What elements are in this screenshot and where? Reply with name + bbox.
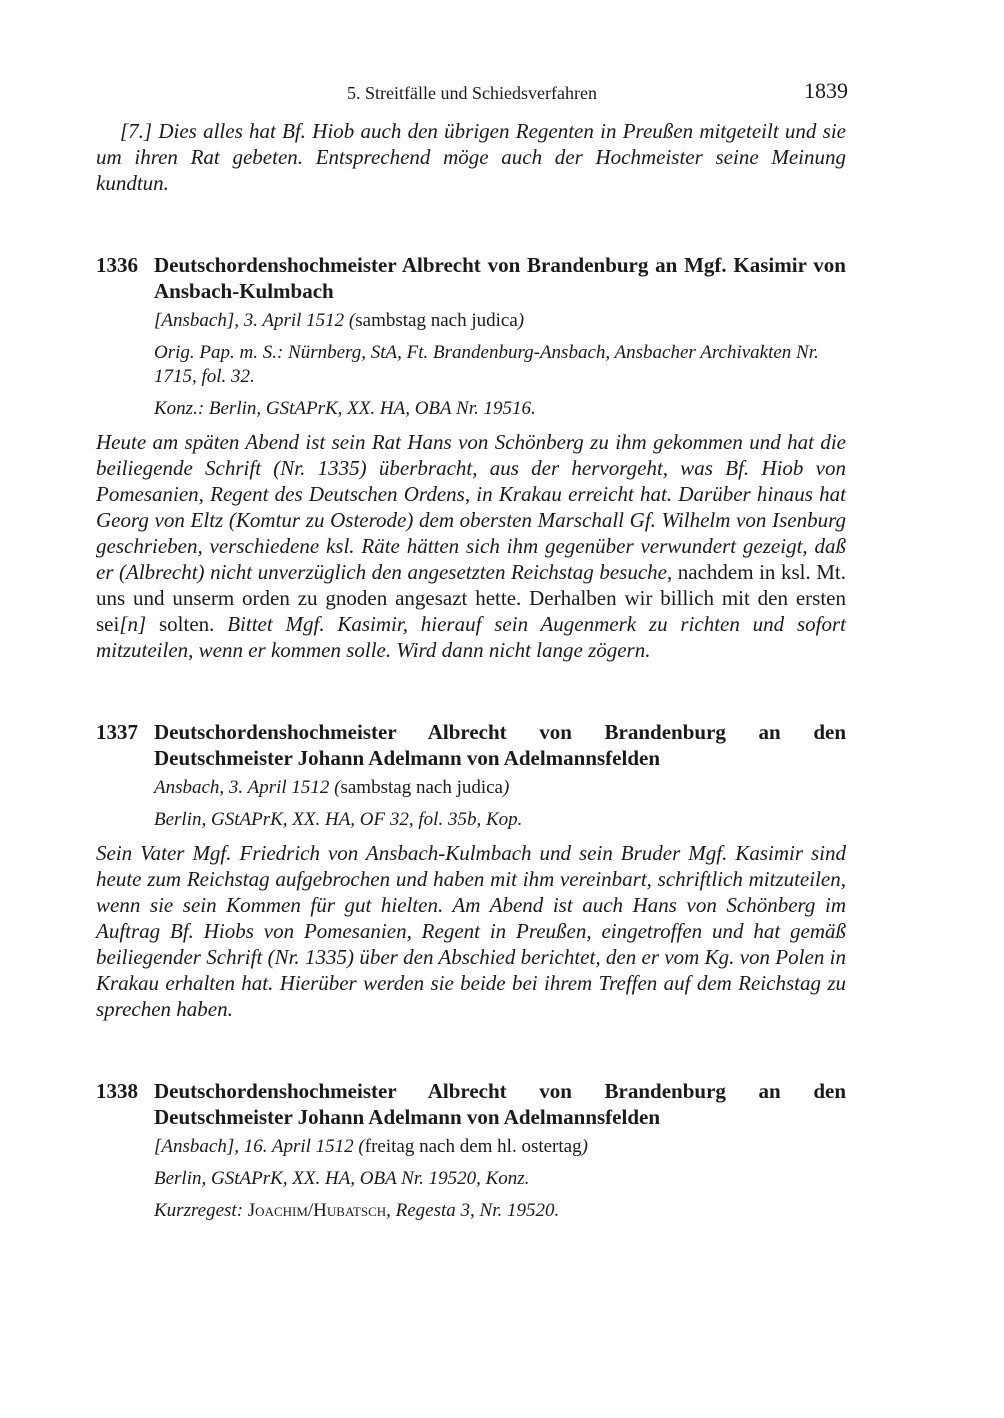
entry-metadata [154, 1135, 846, 1223]
source-draft: Konz.: Berlin, GStAPrK, XX. HA, OBA Nr. 19516. [154, 398, 536, 419]
entry-1337 [96, 719, 846, 1022]
entry-number: 1336 [96, 253, 138, 277]
date-close: ) [517, 310, 525, 331]
entry-heading [96, 719, 846, 771]
short-regest [154, 1199, 846, 1223]
source-original: Orig. Pap. m. S.: Nürnberg, StA, Ft. Brandenburg-Ansbach, Ansbacher Archivakten Nr. 1715, fol. 32. [154, 342, 819, 387]
entry-heading [96, 252, 846, 304]
date-close: ) [581, 1136, 588, 1157]
summary-part: Heute am späten Abend ist sein Rat Hans von Schönberg zu ihm gekommen und hat die beiliegende Schrift (Nr. 1335) überbracht, aus der hervorgeht, was Bf. Hiob von Pomesanien, Regent des Deutschen Ordens, in Krakau erreicht hat. Darüber hinaus hat Georg von Eltz (Komtur zu Osterode) dem obersten Marschall Gf. Wilhelm von Isenburg geschrieben, verschiedene ksl. Räte hätten sich ihm gegenüber verwundert gezeigt, daß er (Albrecht) nicht unverzüglich den angesetzten Reichstag besuche, [96, 430, 846, 584]
regest-reference: , Regesta 3, Nr. 19520. [386, 1200, 560, 1221]
source-draft: Berlin, GStAPrK, XX. HA, OBA Nr. 19520, Konz. [154, 1168, 530, 1189]
date-place: [Ansbach], 16. April 1512 ( [154, 1136, 365, 1157]
entry-summary: Sein Vater Mgf. Friedrich von Ansbach-Kulmbach und sein Bruder Mgf. Kasimir sind heute zum Reichstag aufgebrochen und haben mit ihm vereinbart, schriftlich mitzuteilen, wenn sie sein Kommen für gut hielten. Am Abend ist auch Hans von Schönberg im Auftrag Bf. Hiobs von Pomesanien, Regent in Preußen, eingetroffen und hat gemäß beiliegender Schrift (Nr. 1335) über den Abschied berichtet, den er vom Kg. von Polen in Krakau erhalten hat. Hierüber werden sie beide bei ihrem Treffen auf dem Reichstag zu sprechen haben. [96, 841, 846, 1021]
running-title: 5. Streitfälle und Schiedsverfahren [347, 83, 597, 103]
entry-title: Deutschordenshochmeister Albrecht von Brandenburg an den Deutschmeister Johann Adelmann von Adelmannsfelden [154, 1079, 846, 1129]
entry-metadata [154, 776, 846, 832]
entry-1336 [96, 252, 846, 663]
regest-authors: Joachim/Hubatsch [243, 1200, 387, 1221]
date-original: sambstag nach judica [355, 310, 518, 331]
date-place: [Ansbach], 3. April 1512 ( [154, 310, 356, 331]
intro-paragraph: [7.] Dies alles hat Bf. Hiob auch den übrigen Regenten in Preußen mitgeteilt und sie um ihren Rat gebeten. Entsprechend möge auch der Hochmeister seine Meinung kundtun. [96, 119, 846, 195]
entry-1338 [96, 1078, 846, 1223]
summary-part: Bittet Mgf. Kasimir, hierauf sein Augenmerk zu richten und sofort mitzuteilen, wenn er kommen solle. Wird dann nicht lange zögern. [96, 612, 846, 662]
date-original: freitag nach dem hl. ostertag [364, 1136, 582, 1157]
entry-metadata [154, 309, 846, 421]
page-body [96, 118, 846, 1223]
entry-heading [96, 1078, 846, 1130]
entry-title: Deutschordenshochmeister Albrecht von Brandenburg an Mgf. Kasimir von Ansbach-Kulmbach [154, 253, 846, 303]
page-number: 1839 [804, 78, 848, 103]
date-original: sambstag nach judica [340, 777, 503, 798]
date-close: ) [503, 777, 510, 798]
entry-date [154, 1135, 846, 1159]
entry-date [154, 309, 846, 333]
editorial-insert: [n] [119, 612, 147, 636]
page-header [96, 78, 848, 108]
quote-part: solten. [146, 612, 228, 636]
entry-date [154, 776, 846, 800]
entry-summary [96, 429, 846, 663]
source-copy: Berlin, GStAPrK, XX. HA, OF 32, fol. 35b, Kop. [154, 809, 523, 830]
quote-part: nachdem in ksl. Mt. uns und unserm orden zu gnoden angesazt hette. Derhalben wir billich mit den ersten sei [96, 560, 847, 636]
entry-title: Deutschordenshochmeister Albrecht von Brandenburg an den Deutschmeister Johann Adelmann von Adelmannsfelden [154, 720, 846, 770]
regest-label: Kurzregest: [154, 1200, 244, 1221]
entry-number: 1338 [96, 1079, 138, 1103]
date-place: Ansbach, 3. April 1512 ( [154, 777, 341, 798]
entry-number: 1337 [96, 720, 138, 744]
